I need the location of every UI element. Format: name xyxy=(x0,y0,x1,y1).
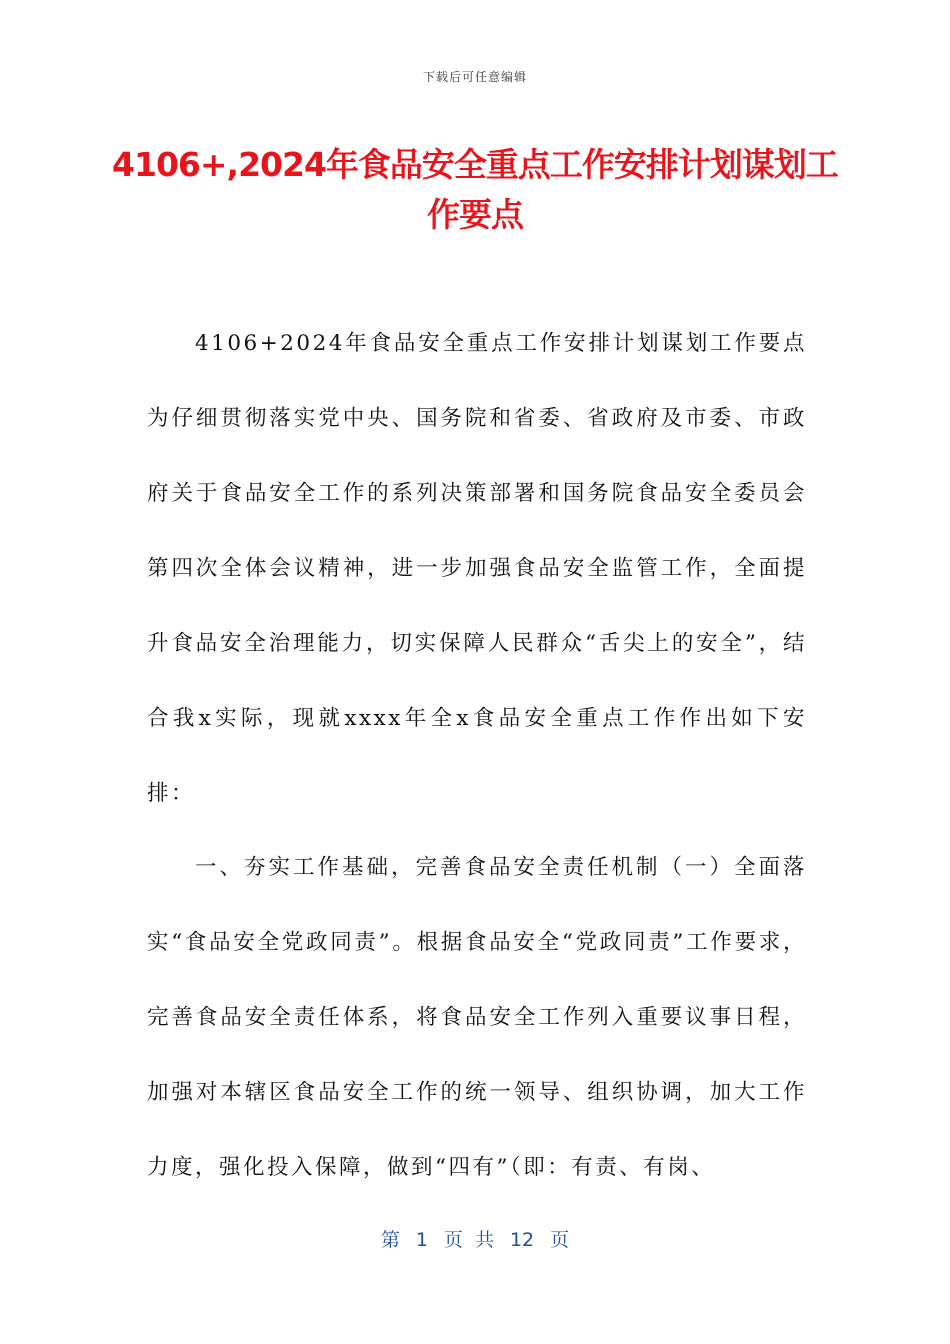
body-paragraph-section-one: 一、夯实工作基础，完善食品安全责任机制（一）全面落实“食品安全党政同责”。根据食品安全“党政同责”工作要求，完善食品安全责任体系，将食品安全工作列入重要议事日程，加强对本辖区食品安全工作的统一领导、组织协调，加大工作力度，强化投入保障，做到“四有”（即：有责、有岗、 xyxy=(147,855,807,1180)
document-title: 4106+,2024年食品安全重点工作安排计划谋划工作要点 xyxy=(112,145,838,234)
page-label-middle: 页 共 xyxy=(443,1229,494,1251)
page-number-footer xyxy=(0,1225,950,1252)
body-paragraph-intro: 4106+2024年食品安全重点工作安排计划谋划工作要点为仔细贯彻落实党中央、国务院和省委、省政府及市委、市政府关于食品安全工作的系列决策部署和国务院食品安全委员会第四次全体会议精神，进一步加强食品安全监管工作，全面提升食品安全治理能力，切实保障人民群众“舌尖上的安全”，结合我x实际，现就xxxx年全x食品安全重点工作作出如下安排： xyxy=(147,331,807,806)
download-note: 下载后可任意编辑 xyxy=(422,70,527,84)
page-label-prefix: 第 xyxy=(380,1229,400,1251)
current-page-number: 1 xyxy=(415,1229,428,1251)
page-label-suffix: 页 xyxy=(550,1229,570,1251)
total-pages-number: 12 xyxy=(509,1229,535,1251)
